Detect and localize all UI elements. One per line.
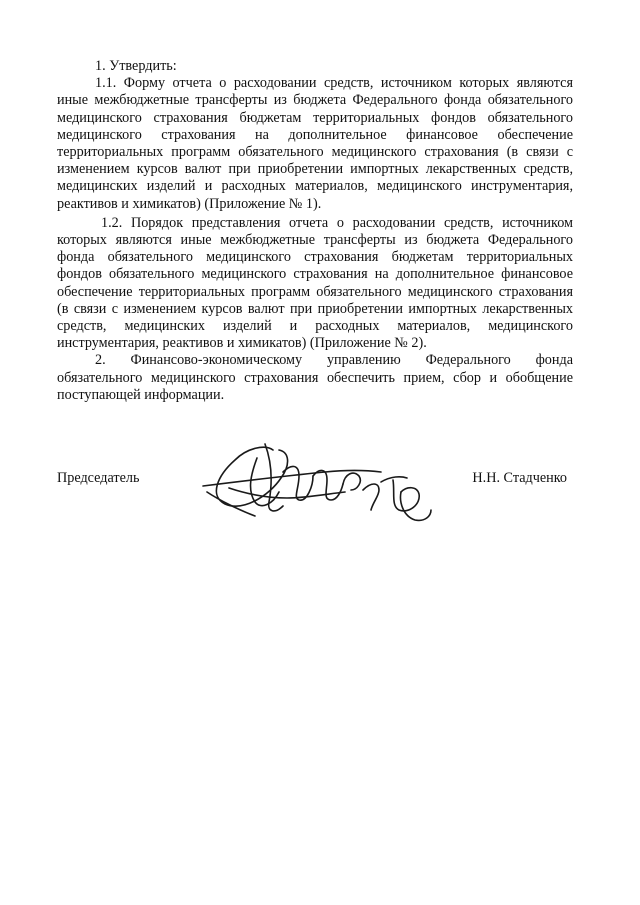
signatory-name: Н.Н. Стадченко <box>472 470 567 486</box>
paragraph-approve: 1. Утвердить: <box>95 58 177 74</box>
paragraph-2-finance-department: 2. Финансово-экономическому управлению Федерального фонда обязательного медицинского страхования обеспечить прием, сбор и обобщение поступающей информации. <box>57 352 573 403</box>
paragraph-1-1-report-form: 1.1. Форму отчета о расходовании средств, источником которых являются иные межбюджетные трансферты из бюджета Федерального фонда обязательного медицинского страхования бюджетам территориальных фондов обязательного медицинского страхования на дополнительное финансовое обеспечение территориальных программ обязательного медицинского страхования (в связи с изменением курсов валют при приобретении импортных лекарственных средств, медицинских изделий и расходных материалов, медицинского инструментария, реактивов и химикатов) (Приложение № 1). <box>57 75 573 212</box>
signature-block <box>57 430 573 540</box>
document-body <box>57 58 573 404</box>
paragraph-1-2-report-procedure: 1.2. Порядок представления отчета о расходовании средств, источником которых являются иные межбюджетные трансферты из бюджета Федерального фонда обязательного медицинского страхования бюджетам территориальных фондов обязательного медицинского страхования на дополнительное финансовое обеспечение территориальных программ обязательного медицинского страхования (в связи с изменением курсов валют при приобретении импортных лекарственных средств, медицинских изделий и расходных материалов, медицинского инструментария, реактивов и химикатов) (Приложение № 2). <box>57 214 573 352</box>
signatory-role: Председатель <box>57 470 140 486</box>
handwritten-signature <box>195 430 435 540</box>
